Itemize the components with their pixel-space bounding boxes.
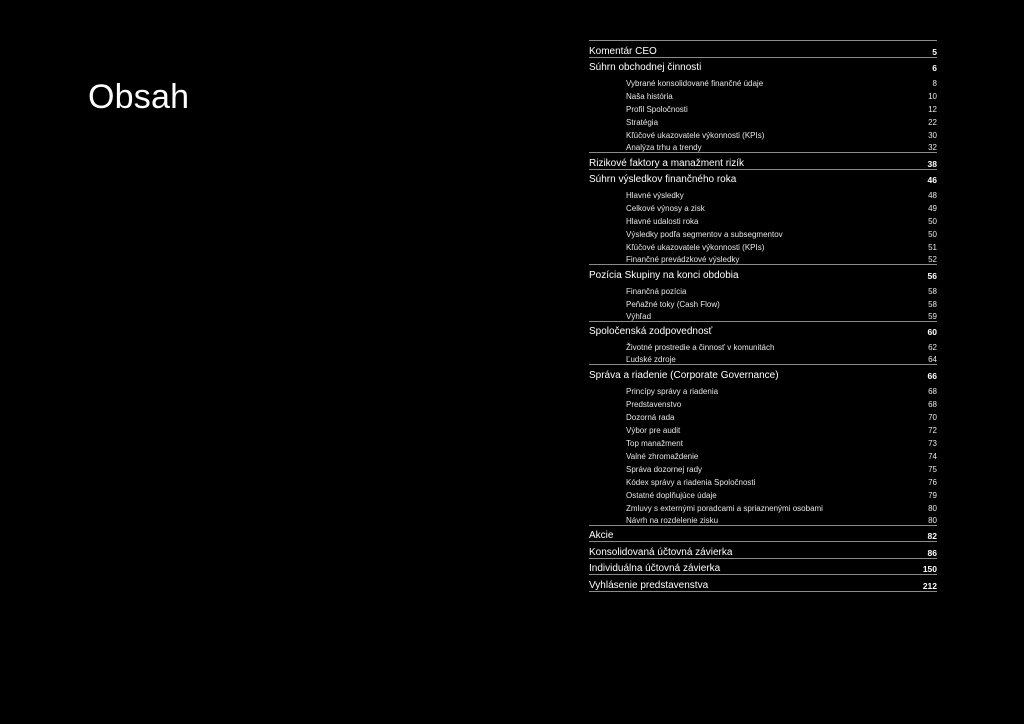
toc-section-page: 82	[927, 531, 937, 541]
toc-subsection-page: 52	[928, 255, 937, 264]
toc-subsection-entry[interactable]	[589, 309, 937, 322]
toc-subsection-label: Výhľad	[626, 311, 652, 321]
toc-section-entry[interactable]	[589, 541, 937, 558]
toc-section-entry[interactable]	[589, 365, 937, 381]
toc-subsection-entry[interactable]	[589, 339, 937, 352]
toc-subsection-label: Ostatné doplňujúce údaje	[626, 490, 717, 500]
toc-subsection-label: Správa dozornej rady	[626, 464, 703, 474]
toc-subsection-entry[interactable]	[589, 352, 937, 365]
toc-subsection-label: Naša história	[626, 92, 673, 101]
toc-section-entry[interactable]	[589, 558, 937, 575]
toc-subsection-label: Predstavenstvo	[626, 399, 682, 409]
toc-section-entry[interactable]	[589, 57, 937, 74]
toc-subsection-entry[interactable]	[589, 283, 937, 296]
toc-subsection-entry[interactable]	[589, 114, 937, 127]
toc-subsection-entry[interactable]	[589, 448, 937, 461]
toc-section-label: Spoločenská zodpovednosť	[589, 326, 713, 337]
toc-subsection-label: Valné zhromaždenie	[626, 451, 699, 461]
toc-subsection-entry[interactable]	[589, 474, 937, 487]
toc-subsection-label: Analýza trhu a trendy	[626, 143, 702, 152]
toc-subsection-entry[interactable]	[589, 296, 937, 309]
toc-subsection-label: Výbor pre audit	[626, 425, 681, 435]
toc-subsection-label: Dozorná rada	[626, 412, 675, 422]
toc-section-page: 6	[932, 63, 937, 73]
toc-section-label: Súhrn obchodnej činnosti	[589, 62, 702, 73]
toc-subsection-page: 72	[928, 425, 937, 435]
toc-subsection-page: 50	[928, 217, 937, 226]
toc-section-entry[interactable]	[589, 153, 937, 169]
toc-subsection-page: 73	[928, 438, 937, 448]
toc-subsection-entry[interactable]	[589, 187, 937, 200]
toc-subsection-label: Hlavné výsledky	[626, 191, 684, 200]
toc-subsection-entry[interactable]	[589, 500, 937, 513]
toc-subsection-page: 50	[928, 230, 937, 239]
toc-subsection-label: Zmluvy s externými poradcami a spriaznenými osobami	[626, 503, 823, 513]
toc-subsection-entry[interactable]	[589, 101, 937, 114]
toc-subsection-page: 79	[928, 490, 937, 500]
toc-section-label: Súhrn výsledkov finančného roka	[589, 174, 737, 185]
toc-subsection-page: 70	[928, 412, 937, 422]
toc-subsection-label: Životné prostredie a činnosť v komunitách	[626, 343, 775, 352]
toc-section-page: 38	[927, 158, 937, 169]
toc-section-page: 60	[927, 327, 937, 337]
toc-subsection-entry[interactable]	[589, 513, 937, 526]
toc-section-page: 66	[927, 370, 937, 381]
toc-subsection-page: 68	[928, 386, 937, 396]
table-of-contents	[589, 40, 937, 592]
toc-subsection-page: 74	[928, 451, 937, 461]
toc-section-label: Individuálna účtovná závierka	[589, 563, 721, 574]
toc-subsection-entry[interactable]	[589, 435, 937, 448]
toc-subsection-entry[interactable]	[589, 383, 937, 396]
toc-subsection-page: 59	[928, 311, 937, 321]
toc-subsection-entry[interactable]	[589, 127, 937, 140]
toc-section-label: Správa a riadenie (Corporate Governance)	[589, 369, 779, 381]
toc-subsection-label: Vybrané konsolidované finančné údaje	[626, 79, 764, 88]
toc-section-page: 212	[922, 580, 937, 591]
toc-subsection-entry[interactable]	[589, 461, 937, 474]
toc-section-label: Pozícia Skupiny na konci obdobia	[589, 269, 739, 281]
toc-subsection-entry[interactable]	[589, 239, 937, 252]
toc-subsection-label: Princípy správy a riadenia	[626, 386, 719, 396]
toc-section-label: Akcie	[589, 530, 614, 541]
toc-subsection-label: Finančné prevádzkové výsledky	[626, 255, 740, 264]
toc-section-entry[interactable]	[589, 322, 937, 338]
toc-section-entry[interactable]	[589, 265, 937, 281]
toc-subsection-page: 10	[928, 92, 937, 101]
toc-subsection-entry[interactable]	[589, 487, 937, 500]
toc-subsection-page: 8	[932, 79, 937, 88]
toc-subsection-page: 22	[928, 118, 937, 127]
toc-subsection-label: Hlavné udalosti roka	[626, 217, 699, 226]
toc-subsection-page: 49	[928, 204, 937, 213]
toc-section-page: 46	[927, 175, 937, 185]
toc-subsection-label: Finančná pozícia	[626, 286, 687, 296]
toc-subsection-page: 51	[928, 243, 937, 252]
toc-section-label: Komentár CEO	[589, 45, 657, 57]
toc-subsection-entry[interactable]	[589, 396, 937, 409]
toc-section-page: 150	[922, 564, 937, 574]
toc-subsection-label: Návrh na rozdelenie zisku	[626, 515, 719, 525]
toc-subsection-label: Stratégia	[626, 118, 659, 127]
toc-subsection-page: 12	[928, 105, 937, 114]
toc-subsection-entry[interactable]	[589, 140, 937, 153]
toc-subsection-page: 76	[928, 477, 937, 487]
toc-subsection-entry[interactable]	[589, 422, 937, 435]
toc-section-entry[interactable]	[589, 526, 937, 542]
toc-section-label: Konsolidovaná účtovná závierka	[589, 546, 733, 558]
toc-subsection-label: Kľúčové ukazovatele výkonnosti (KPIs)	[626, 243, 765, 252]
toc-section-label: Rizikové faktory a manažment rizík	[589, 157, 745, 169]
toc-section-label: Vyhlásenie predstavenstva	[589, 579, 709, 591]
toc-subsection-page: 58	[928, 286, 937, 296]
toc-subsection-entry[interactable]	[589, 226, 937, 239]
toc-subsection-page: 75	[928, 464, 937, 474]
toc-subsection-label: Kódex správy a riadenia Spoločnosti	[626, 477, 756, 487]
toc-subsection-label: Výsledky podľa segmentov a subsegmentov	[626, 230, 783, 239]
toc-subsection-page: 80	[928, 515, 937, 525]
toc-subsection-label: Celkové výnosy a zisk	[626, 204, 705, 213]
toc-subsection-page: 80	[928, 503, 937, 513]
page-title: Obsah	[88, 78, 190, 116]
toc-subsection-page: 64	[928, 355, 937, 364]
toc-subsection-label: Top manažment	[626, 438, 683, 448]
toc-subsection-label: Kľúčové ukazovatele výkonnosti (KPIs)	[626, 131, 765, 140]
toc-subsection-page: 32	[928, 143, 937, 152]
toc-subsection-entry[interactable]	[589, 75, 937, 88]
toc-subsection-page: 30	[928, 131, 937, 140]
toc-subsection-page: 62	[928, 343, 937, 352]
toc-section-entry[interactable]	[589, 40, 937, 57]
toc-subsection-label: Peňažné toky (Cash Flow)	[626, 299, 720, 309]
toc-subsection-label: Profil Spoločnosti	[626, 105, 688, 114]
toc-subsection-entry[interactable]	[589, 200, 937, 213]
toc-subsection-entry[interactable]	[589, 252, 937, 265]
toc-section-page: 5	[932, 46, 937, 57]
toc-section-page: 86	[927, 547, 937, 558]
toc-subsection-entry[interactable]	[589, 213, 937, 226]
toc-section-entry[interactable]	[589, 574, 937, 592]
toc-subsection-page: 58	[928, 299, 937, 309]
toc-subsection-page: 48	[928, 191, 937, 200]
toc-section-entry[interactable]	[589, 169, 937, 186]
toc-subsection-label: Ľudské zdroje	[626, 355, 676, 364]
toc-subsection-entry[interactable]	[589, 88, 937, 101]
toc-section-page: 56	[927, 270, 937, 281]
toc-subsection-page: 68	[928, 399, 937, 409]
toc-subsection-entry[interactable]	[589, 409, 937, 422]
